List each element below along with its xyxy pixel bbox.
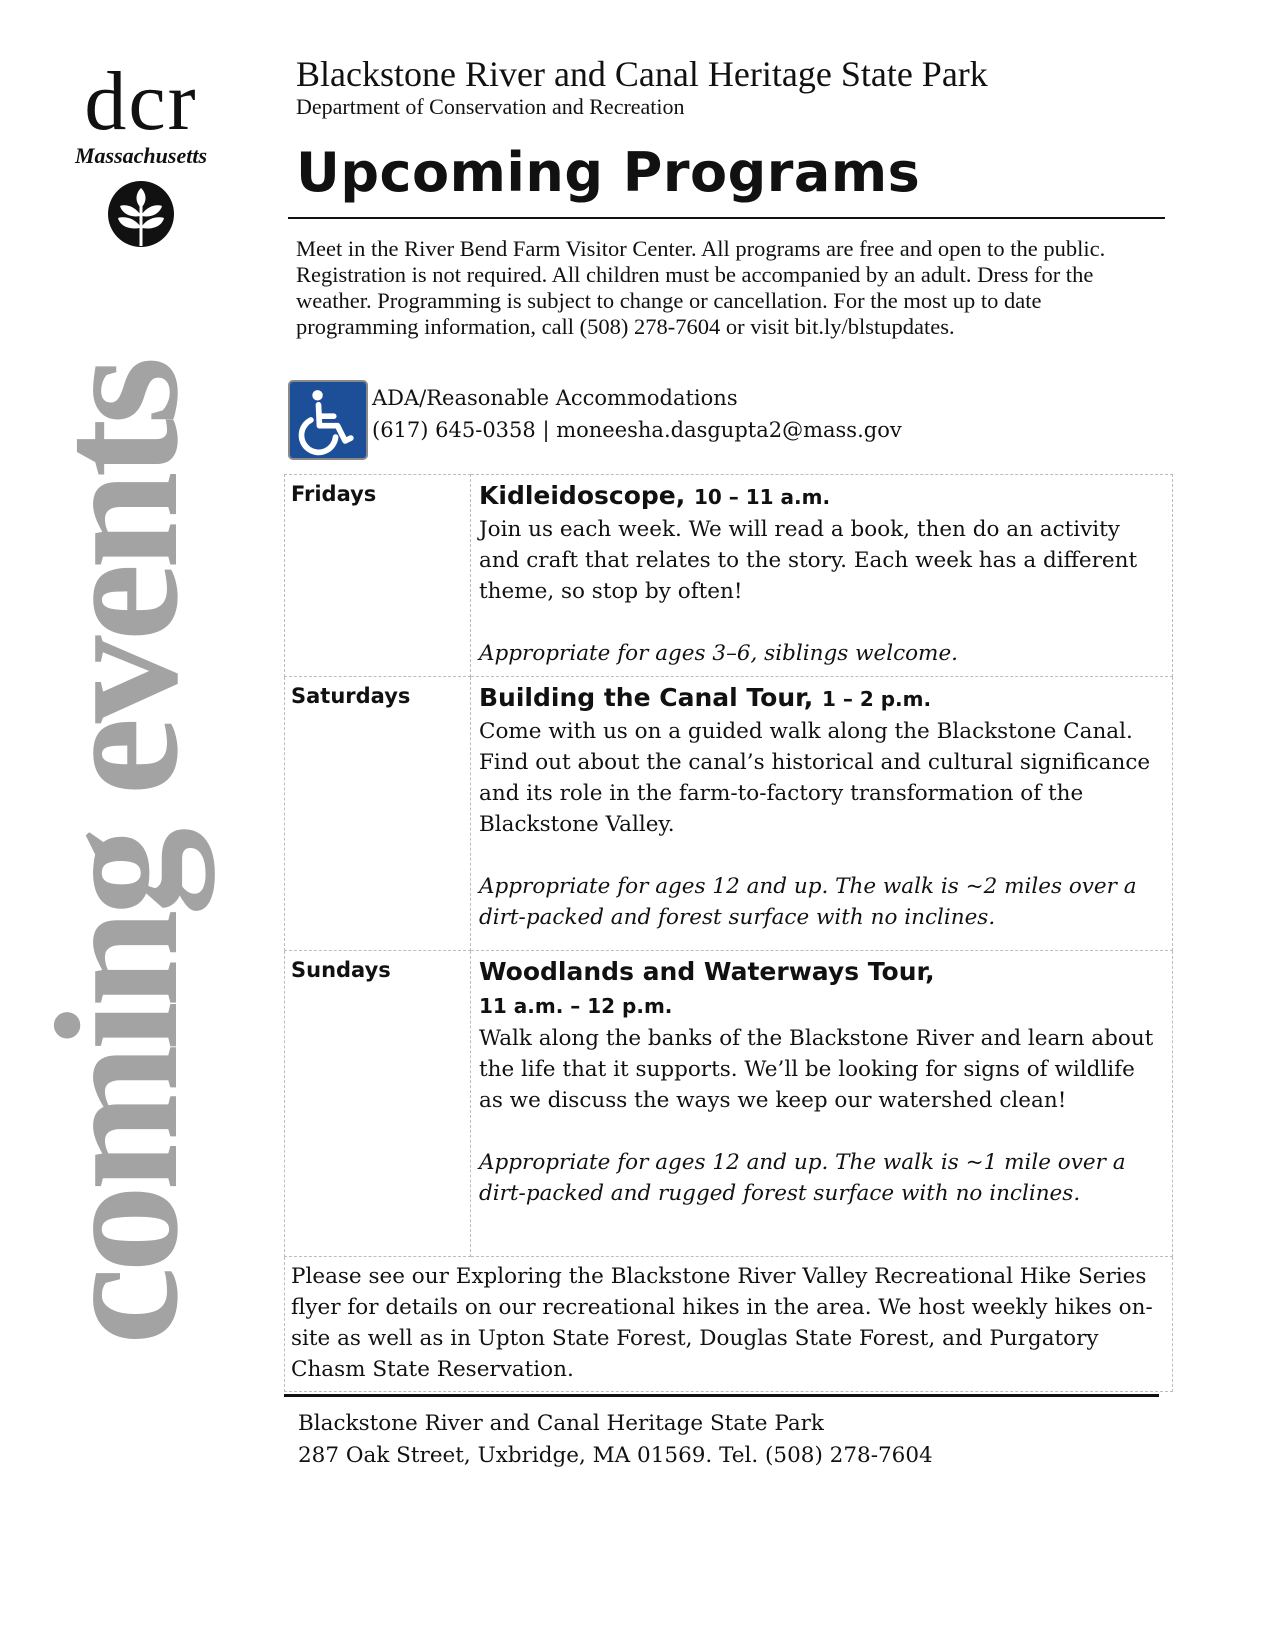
- park-name-heading: Blackstone River and Canal Heritage State Park: [296, 54, 988, 94]
- header-divider: [288, 217, 1165, 219]
- footer: [298, 1408, 933, 1472]
- intro-paragraph: Meet in the River Bend Farm Visitor Center. All programs are free and open to the public. Registration is not required. All children must be accompanied by an adult. Dress for the weather. Programming is subject to change or cancellation. For the most up to date programming information, call (508) 278-7604 or visit bit.ly/blstupdates.: [296, 236, 1106, 339]
- program-time: 10 – 11 a.m.: [693, 485, 831, 509]
- program-details: [471, 475, 1173, 677]
- programs-table: [284, 474, 1173, 1392]
- program-audience-note: Appropriate for ages 3–6, siblings welcome.: [479, 641, 959, 666]
- hike-note-row: [285, 1257, 1173, 1392]
- program-details: [471, 951, 1173, 1257]
- program-title: Building the Canal Tour,: [479, 683, 814, 712]
- coming-events-sidemark: coming events: [20, 362, 215, 1345]
- program-description: Walk along the banks of the Blackstone River and learn about the life that it supports. We’ll be looking for signs of wildlife as we discuss the ways we keep our watershed clean!: [479, 1026, 1154, 1113]
- department-subheading: Department of Conservation and Recreation: [296, 94, 685, 119]
- footer-address: 287 Oak Street, Uxbridge, MA 01569. Tel. (508) 278-7604: [298, 1443, 933, 1468]
- wheelchair-accessibility-icon: [288, 380, 368, 460]
- program-row: [285, 951, 1173, 1257]
- program-title: Kidleidoscope,: [479, 481, 686, 510]
- program-row: [285, 677, 1173, 951]
- program-day: Sundays: [285, 951, 471, 1257]
- program-title-line: [479, 479, 1164, 514]
- program-day: Fridays: [285, 475, 471, 677]
- logo-wordmark: dcr: [84, 55, 198, 148]
- dcr-logo: [56, 55, 226, 248]
- footer-park-name: Blackstone River and Canal Heritage State Park: [298, 1411, 824, 1436]
- program-audience-note: Appropriate for ages 12 and up. The walk is ~1 mile over a dirt-packed and rugged forest surface with no inclines.: [479, 1150, 1126, 1206]
- hike-series-note: Please see our Exploring the Blackstone River Valley Recreational Hike Series flyer for details on our recreational hikes in the area. We host weekly hikes on-site as well as in Upton State Forest, Douglas State Forest, and Purgatory Chasm State Reservation.: [285, 1257, 1173, 1392]
- page-title: Upcoming Programs: [296, 141, 921, 204]
- program-audience-note: Appropriate for ages 12 and up. The walk is ~2 miles over a dirt-packed and forest surface with no inclines.: [479, 874, 1137, 930]
- program-details: [471, 677, 1173, 951]
- program-time: 1 – 2 p.m.: [822, 687, 932, 711]
- ada-contact[interactable]: (617) 645-0358 | moneesha.dasgupta2@mass.gov: [372, 418, 902, 442]
- program-description: Come with us on a guided walk along the Blackstone Canal. Find out about the canal’s historical and cultural significance and its role in the farm-to-factory transformation of the Blackstone Valley.: [479, 719, 1151, 837]
- program-day: Saturdays: [285, 677, 471, 951]
- program-description: Join us each week. We will read a book, then do an activity and craft that relates to the story. Each week has a different theme, so stop by often!: [479, 517, 1138, 604]
- ada-label: ADA/Reasonable Accommodations: [372, 386, 738, 410]
- program-time: 11 a.m. – 12 p.m.: [479, 994, 673, 1018]
- footer-divider: [284, 1394, 1159, 1397]
- logo-state-name: Massachusetts: [74, 143, 208, 168]
- program-row: [285, 475, 1173, 677]
- program-title: Woodlands and Waterways Tour,: [479, 957, 935, 986]
- wheat-leaf-emblem-icon: [107, 180, 175, 248]
- program-title-line: [479, 681, 1164, 716]
